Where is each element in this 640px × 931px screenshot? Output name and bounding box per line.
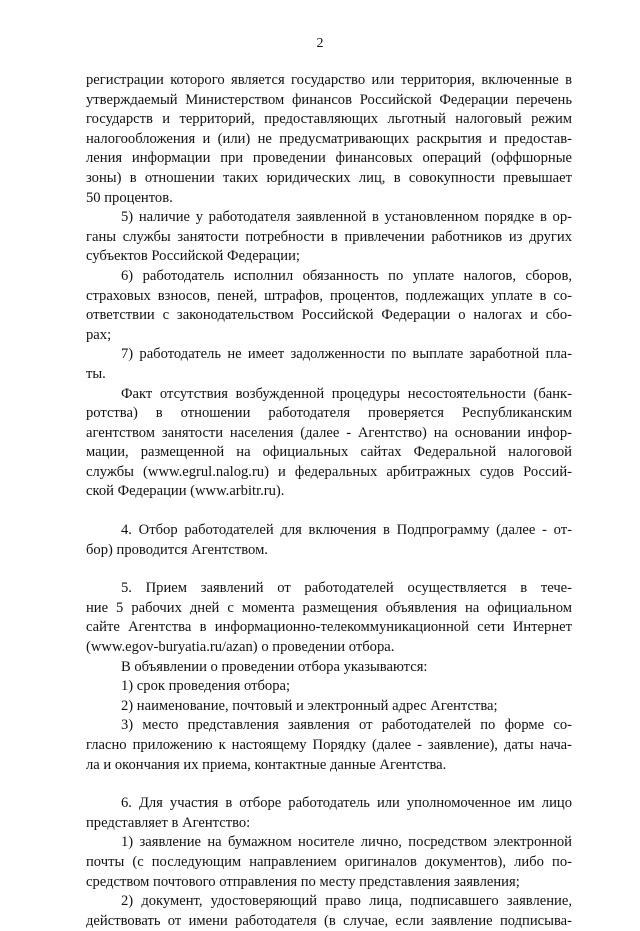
paragraph: [86, 677, 572, 697]
text-line: мации, размещенной на официальных сайтах Федеральной налоговой: [86, 444, 572, 461]
text-line: 4. Отбор работодателей для включения в Подпрограмму (далее - от-: [121, 522, 572, 539]
paragraph: [86, 521, 572, 560]
text-line: ления информации при проведении финансовых операций (оффшорные: [86, 150, 572, 167]
text-line: 3) место представления заявления от работодателей по форме со-: [121, 717, 572, 734]
paragraph: [86, 833, 572, 892]
text-line: 6) работодатель исполнил обязанность по уплате налогов, сборов,: [121, 267, 572, 284]
paragraph: [86, 697, 572, 717]
text-line: 2) документ, удостоверяющий право лица, подписавшего заявление,: [121, 893, 572, 910]
paragraph-spacer: [86, 502, 572, 521]
page-number: 2: [316, 36, 324, 51]
text-line: службы (www.egrul.nalog.ru) и федеральных арбитражных судов Россий-: [86, 463, 572, 480]
text-line: зоны) в отношении таких юридических лиц, в совокупности превышает: [86, 169, 572, 186]
document-body: [86, 71, 572, 931]
text-line: 5) наличие у работодателя заявленной в установленном порядке в ор-: [121, 209, 572, 226]
text-line: 5. Прием заявлений от работодателей осуществляется в тече-: [121, 580, 572, 597]
text-line: 1) заявление на бумажном носителе лично, посредством электронной: [121, 834, 572, 851]
text-line: ской Федерации (www.arbitr.ru).: [86, 483, 285, 500]
text-line: страховых взносов, пеней, штрафов, процентов, подлежащих уплате в со-: [86, 287, 572, 304]
text-line: 6. Для участия в отборе работодатель или уполномоченное им лицо: [121, 795, 572, 812]
paragraph: [86, 208, 572, 267]
text-line: государств и территорий, предоставляющих льготный налоговый режим: [86, 111, 572, 128]
text-line: действовать от имени работодателя (в случае, если заявление подписыва-: [86, 912, 572, 929]
text-line: сайте Агентства в информационно-телекоммуникационной сети Интернет: [86, 619, 572, 636]
paragraph: [86, 71, 572, 208]
text-line: ла и окончания их приема, контактные данные Агентства.: [86, 756, 447, 773]
text-line: (www.egov-buryatia.ru/azan) о проведении отбора.: [86, 639, 395, 656]
paragraph: [86, 267, 572, 345]
paragraph: [86, 385, 572, 503]
text-line: 1) срок проведения отбора;: [121, 678, 291, 695]
paragraph: [86, 579, 572, 657]
text-line: Факт отсутствия возбужденной процедуры несостоятельности (банк-: [121, 385, 572, 402]
text-line: средством почтового отправления по месту представления заявления;: [86, 873, 520, 890]
text-line: субъектов Российской Федерации;: [86, 248, 300, 265]
text-line: ответствии с законодательством Российской Федерации о налогах и сбо-: [86, 307, 572, 324]
text-line: утверждаемый Министерством финансов Российской Федерации перечень: [86, 91, 572, 108]
text-line: ние 5 рабочих дней с момента размещения объявления на официальном: [86, 599, 572, 616]
text-line: гласно приложению к настоящему Порядку (далее - заявление), даты нача-: [86, 737, 572, 753]
text-line: 50 процентов.: [86, 189, 173, 206]
paragraph-spacer: [86, 560, 572, 579]
text-line: 7) работодатель не имеет задолженности по выплате заработной пла-: [121, 346, 572, 363]
text-line: бор) проводится Агентством.: [86, 541, 268, 558]
paragraph-spacer: [86, 775, 572, 794]
paragraph: [86, 658, 572, 678]
text-line: регистрации которого является государство или территория, включенные в: [86, 72, 572, 88]
paragraph: [86, 716, 572, 775]
text-line: ротства) в отношении работодателя проверяется Республиканским: [86, 405, 572, 422]
text-line: почты (с последующим направлением оригиналов документов), либо по-: [86, 853, 572, 870]
text-line: В объявлении о проведении отбора указываются:: [121, 658, 428, 675]
text-line: представляет в Агентство:: [86, 814, 251, 831]
text-line: 2) наименование, почтовый и электронный адрес Агентства;: [121, 697, 498, 714]
text-line: рах;: [86, 326, 112, 343]
text-line: ганы службы занятости потребности в привлечении работников из других: [86, 228, 572, 245]
paragraph: [86, 794, 572, 833]
paragraph: [86, 892, 572, 931]
paragraph: [86, 345, 572, 384]
text-line: агентством занятости населения (далее - Агентство) на основании инфор-: [86, 424, 572, 441]
text-line: налогообложения и (или) не предусматривающих раскрытия и предостав-: [86, 130, 572, 147]
text-line: ты.: [86, 365, 106, 382]
